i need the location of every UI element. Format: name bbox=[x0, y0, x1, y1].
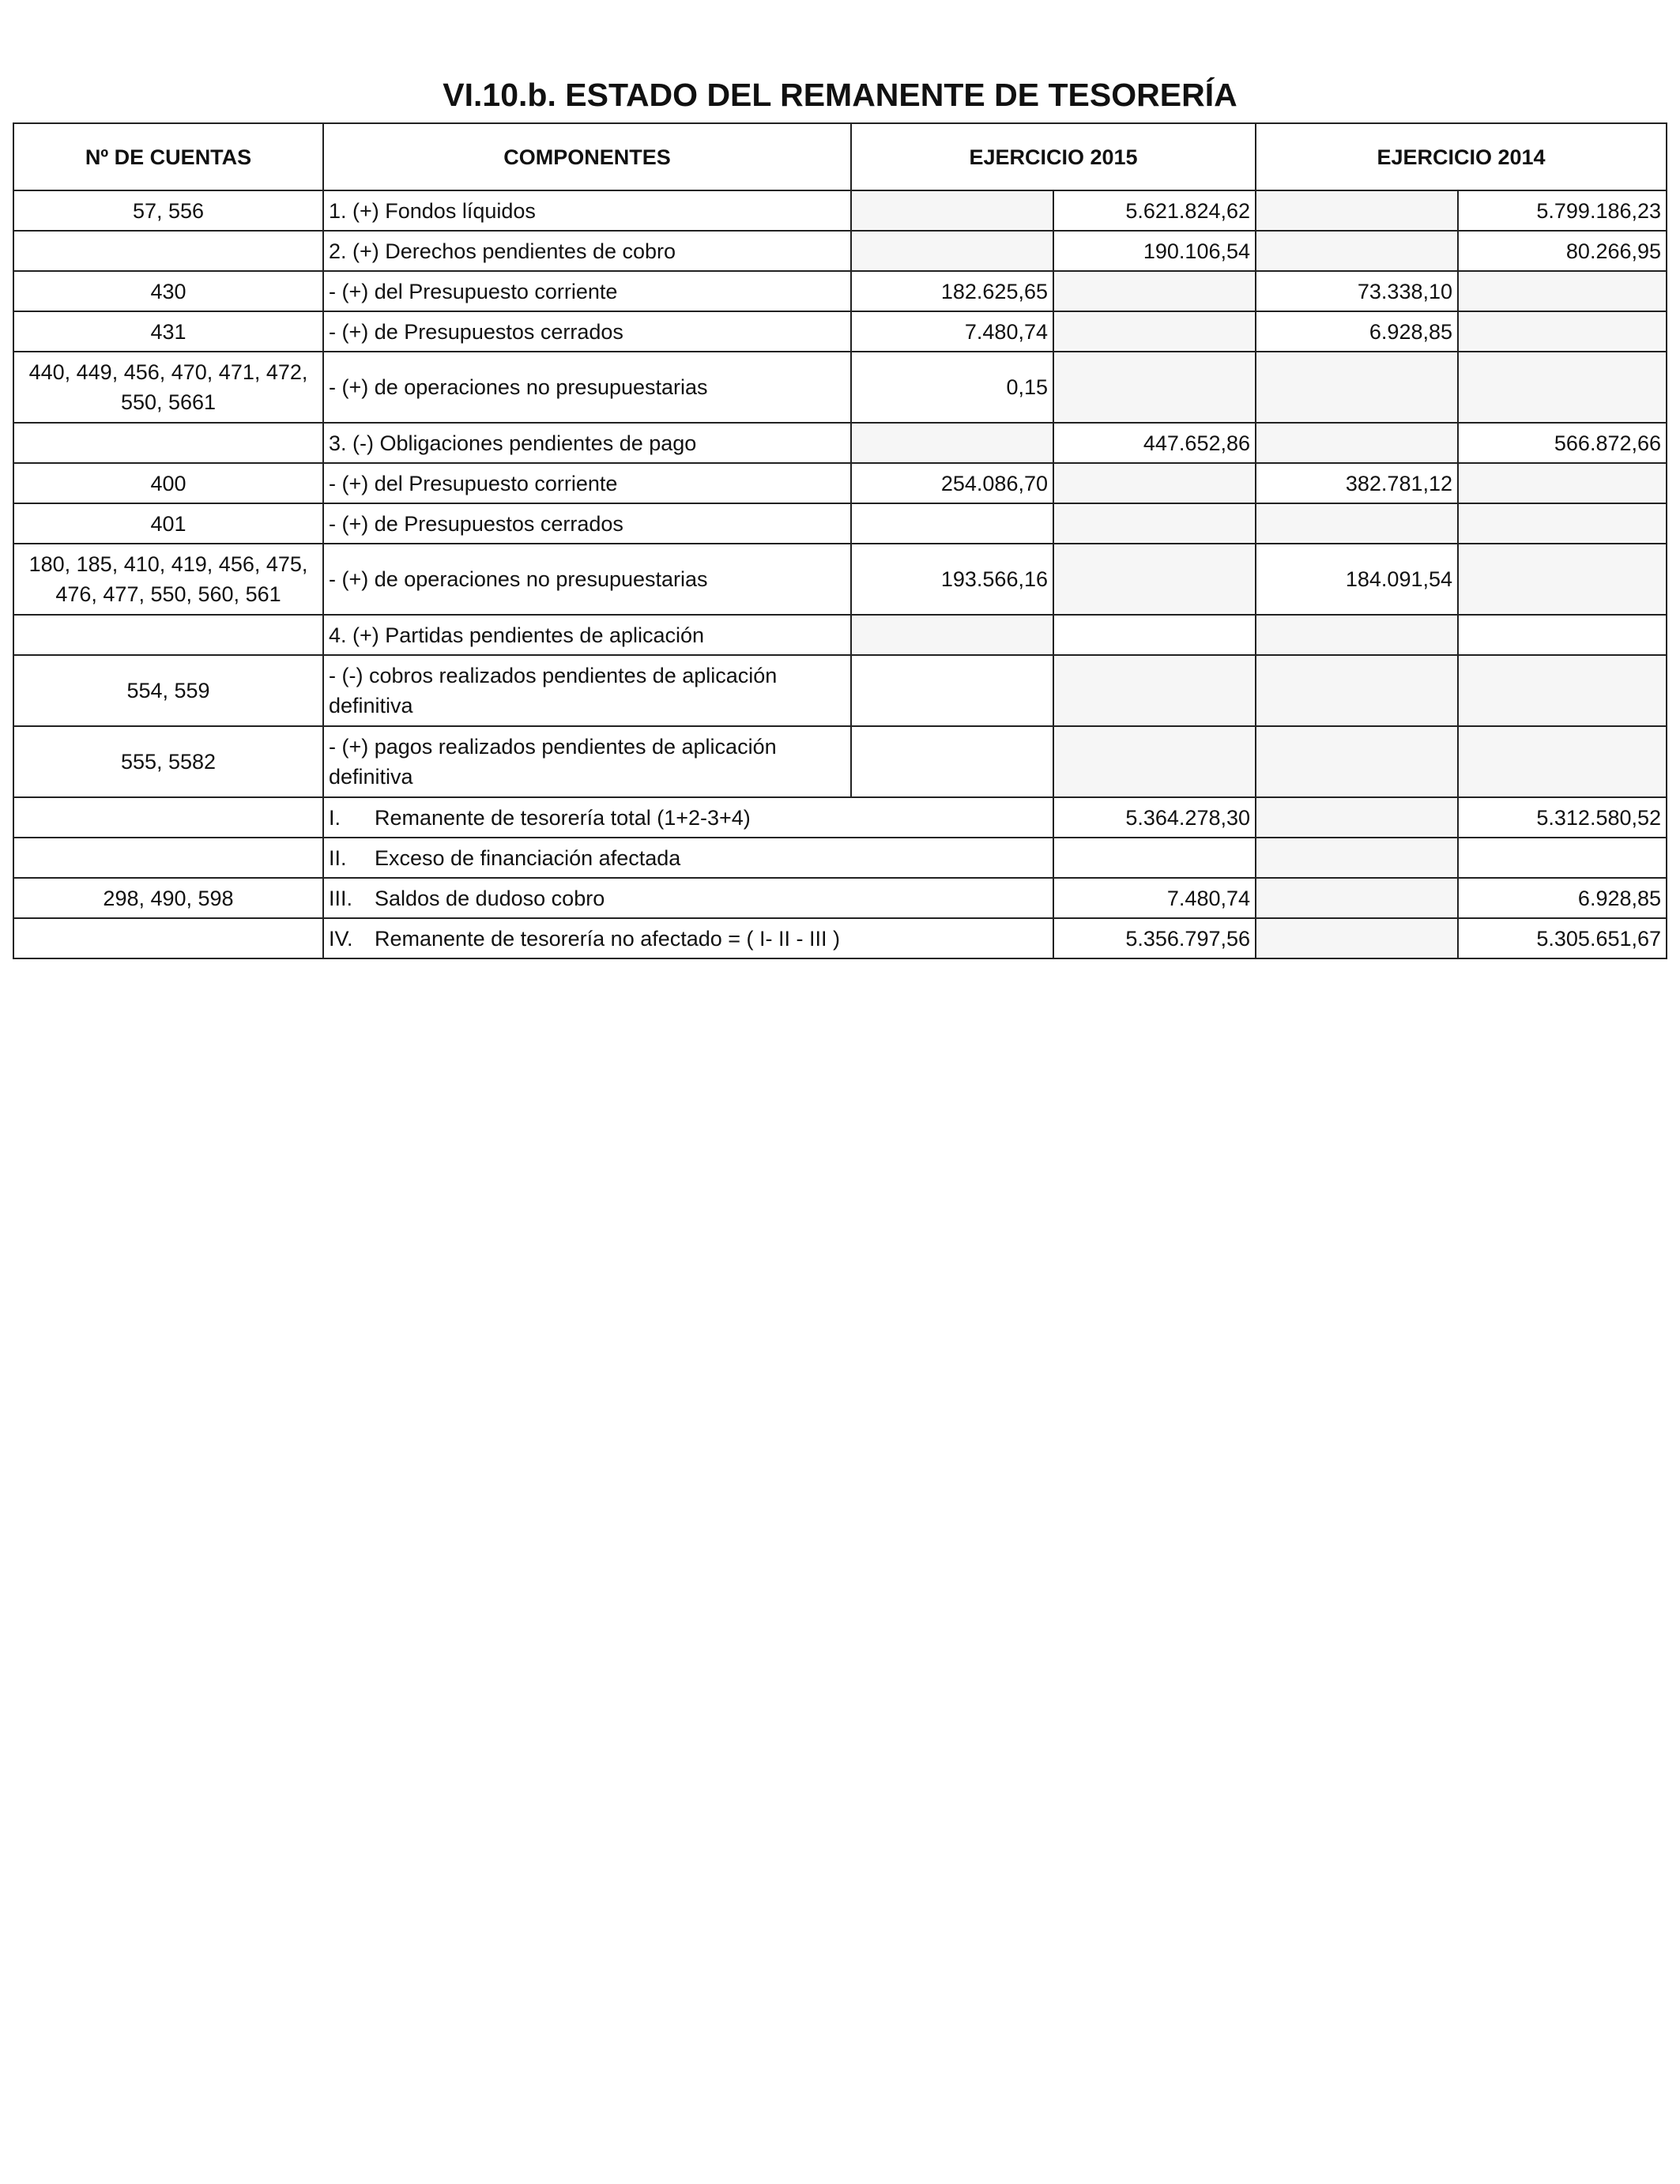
v2015-total-cell bbox=[1053, 655, 1256, 726]
v2015-total-cell bbox=[1053, 503, 1256, 544]
cuentas-cell: 57, 556 bbox=[13, 190, 323, 231]
summary-numeral: III. bbox=[329, 886, 353, 910]
componente-cell: - (+) de operaciones no presupuestarias bbox=[323, 544, 851, 615]
summary-componente-cell bbox=[323, 878, 1053, 918]
componente-cell: 2. (+) Derechos pendientes de cobro bbox=[323, 231, 851, 271]
header-ejercicio-2014: EJERCICIO 2014 bbox=[1256, 123, 1667, 190]
summary-componente-cell bbox=[323, 797, 1053, 838]
table-row bbox=[13, 655, 1667, 726]
cuentas-cell: 440, 449, 456, 470, 471, 472, 550, 5661 bbox=[13, 352, 323, 423]
table-row bbox=[13, 615, 1667, 655]
v2014-partial-cell bbox=[1256, 615, 1458, 655]
v2014-total-cell: 5.312.580,52 bbox=[1458, 797, 1667, 838]
summary-numeral: II. bbox=[329, 845, 347, 870]
v2014-total-cell: 566.872,66 bbox=[1458, 423, 1667, 463]
v2015-total-cell bbox=[1053, 352, 1256, 423]
cuentas-cell: 555, 5582 bbox=[13, 726, 323, 797]
summary-row bbox=[13, 918, 1667, 958]
v2014-total-cell: 5.799.186,23 bbox=[1458, 190, 1667, 231]
v2014-partial-cell bbox=[1256, 503, 1458, 544]
page-title: VI.10.b. ESTADO DEL REMANENTE DE TESORERÍA bbox=[443, 77, 1237, 113]
v2015-partial-cell: 0,15 bbox=[851, 352, 1053, 423]
v2014-partial-cell bbox=[1256, 797, 1458, 838]
v2015-partial-cell bbox=[851, 655, 1053, 726]
v2014-partial-cell bbox=[1256, 423, 1458, 463]
componente-cell: - (+) del Presupuesto corriente bbox=[323, 271, 851, 311]
summary-row bbox=[13, 878, 1667, 918]
v2014-total-cell bbox=[1458, 352, 1667, 423]
cuentas-cell bbox=[13, 615, 323, 655]
v2014-total-cell: 80.266,95 bbox=[1458, 231, 1667, 271]
v2014-partial-cell bbox=[1256, 231, 1458, 271]
componente-cell: - (-) cobros realizados pendientes de aplicación definitiva bbox=[323, 655, 851, 726]
header-row bbox=[13, 123, 1667, 190]
table-row bbox=[13, 190, 1667, 231]
v2014-partial-cell: 6.928,85 bbox=[1256, 311, 1458, 352]
table-row bbox=[13, 726, 1667, 797]
v2015-total-cell bbox=[1053, 615, 1256, 655]
v2015-total-cell bbox=[1053, 544, 1256, 615]
componente-cell: - (+) de Presupuestos cerrados bbox=[323, 311, 851, 352]
componente-cell: - (+) de Presupuestos cerrados bbox=[323, 503, 851, 544]
v2015-total-cell: 5.364.278,30 bbox=[1053, 797, 1256, 838]
cuentas-cell bbox=[13, 918, 323, 958]
v2015-partial-cell bbox=[851, 503, 1053, 544]
v2015-total-cell bbox=[1053, 311, 1256, 352]
v2015-partial-cell bbox=[851, 615, 1053, 655]
v2014-partial-cell bbox=[1256, 655, 1458, 726]
v2015-total-cell bbox=[1053, 726, 1256, 797]
componente-cell: 1. (+) Fondos líquidos bbox=[323, 190, 851, 231]
summary-label: Saldos de dudoso cobro bbox=[375, 886, 605, 910]
componente-cell: - (+) de operaciones no presupuestarias bbox=[323, 352, 851, 423]
table-row bbox=[13, 423, 1667, 463]
cuentas-cell: 431 bbox=[13, 311, 323, 352]
componente-cell: 3. (-) Obligaciones pendientes de pago bbox=[323, 423, 851, 463]
cuentas-cell: 180, 185, 410, 419, 456, 475, 476, 477, 550, 560, 561 bbox=[13, 544, 323, 615]
v2014-total-cell bbox=[1458, 544, 1667, 615]
cuentas-cell bbox=[13, 423, 323, 463]
componente-cell: - (+) del Presupuesto corriente bbox=[323, 463, 851, 503]
v2014-partial-cell bbox=[1256, 352, 1458, 423]
v2014-total-cell bbox=[1458, 311, 1667, 352]
cuentas-cell: 298, 490, 598 bbox=[13, 878, 323, 918]
v2015-total-cell bbox=[1053, 271, 1256, 311]
header-cuentas: Nº DE CUENTAS bbox=[13, 123, 323, 190]
remanente-table bbox=[13, 122, 1667, 959]
v2014-total-cell bbox=[1458, 463, 1667, 503]
summary-label: Exceso de financiación afectada bbox=[375, 845, 681, 870]
v2014-partial-cell bbox=[1256, 726, 1458, 797]
v2014-partial-cell bbox=[1256, 190, 1458, 231]
cuentas-cell: 430 bbox=[13, 271, 323, 311]
header-componentes: COMPONENTES bbox=[323, 123, 851, 190]
v2014-total-cell bbox=[1458, 503, 1667, 544]
v2014-partial-cell bbox=[1256, 878, 1458, 918]
cuentas-cell bbox=[13, 231, 323, 271]
v2014-total-cell bbox=[1458, 726, 1667, 797]
v2015-total-cell bbox=[1053, 463, 1256, 503]
summary-numeral: I. bbox=[329, 805, 341, 830]
summary-label: Remanente de tesorería no afectado = ( I- II - III ) bbox=[375, 926, 841, 951]
cuentas-cell bbox=[13, 797, 323, 838]
table-row bbox=[13, 231, 1667, 271]
table-row bbox=[13, 311, 1667, 352]
v2014-total-cell: 5.305.651,67 bbox=[1458, 918, 1667, 958]
v2015-total-cell: 5.356.797,56 bbox=[1053, 918, 1256, 958]
cuentas-cell: 554, 559 bbox=[13, 655, 323, 726]
v2015-partial-cell bbox=[851, 423, 1053, 463]
summary-componente-cell bbox=[323, 918, 1053, 958]
summary-numeral: IV. bbox=[329, 926, 353, 951]
v2014-total-cell: 6.928,85 bbox=[1458, 878, 1667, 918]
v2014-total-cell bbox=[1458, 271, 1667, 311]
v2014-partial-cell: 382.781,12 bbox=[1256, 463, 1458, 503]
v2014-partial-cell bbox=[1256, 838, 1458, 878]
v2015-total-cell: 7.480,74 bbox=[1053, 878, 1256, 918]
table-row bbox=[13, 503, 1667, 544]
summary-label: Remanente de tesorería total (1+2-3+4) bbox=[375, 805, 751, 830]
v2015-partial-cell: 254.086,70 bbox=[851, 463, 1053, 503]
summary-row bbox=[13, 838, 1667, 878]
v2015-partial-cell: 193.566,16 bbox=[851, 544, 1053, 615]
v2015-partial-cell bbox=[851, 231, 1053, 271]
v2015-total-cell bbox=[1053, 838, 1256, 878]
table-row bbox=[13, 463, 1667, 503]
cuentas-cell: 400 bbox=[13, 463, 323, 503]
v2014-total-cell bbox=[1458, 615, 1667, 655]
table-row bbox=[13, 271, 1667, 311]
v2015-partial-cell: 182.625,65 bbox=[851, 271, 1053, 311]
header-ejercicio-2015: EJERCICIO 2015 bbox=[851, 123, 1256, 190]
v2014-total-cell bbox=[1458, 838, 1667, 878]
v2014-partial-cell: 184.091,54 bbox=[1256, 544, 1458, 615]
v2014-partial-cell: 73.338,10 bbox=[1256, 271, 1458, 311]
table-row bbox=[13, 544, 1667, 615]
cuentas-cell: 401 bbox=[13, 503, 323, 544]
v2015-total-cell: 5.621.824,62 bbox=[1053, 190, 1256, 231]
table-row bbox=[13, 352, 1667, 423]
v2015-total-cell: 447.652,86 bbox=[1053, 423, 1256, 463]
summary-componente-cell bbox=[323, 838, 1053, 878]
summary-row bbox=[13, 797, 1667, 838]
v2015-partial-cell bbox=[851, 190, 1053, 231]
v2014-partial-cell bbox=[1256, 918, 1458, 958]
v2015-partial-cell: 7.480,74 bbox=[851, 311, 1053, 352]
v2015-total-cell: 190.106,54 bbox=[1053, 231, 1256, 271]
v2015-partial-cell bbox=[851, 726, 1053, 797]
componente-cell: - (+) pagos realizados pendientes de aplicación definitiva bbox=[323, 726, 851, 797]
componente-cell: 4. (+) Partidas pendientes de aplicación bbox=[323, 615, 851, 655]
cuentas-cell bbox=[13, 838, 323, 878]
v2014-total-cell bbox=[1458, 655, 1667, 726]
